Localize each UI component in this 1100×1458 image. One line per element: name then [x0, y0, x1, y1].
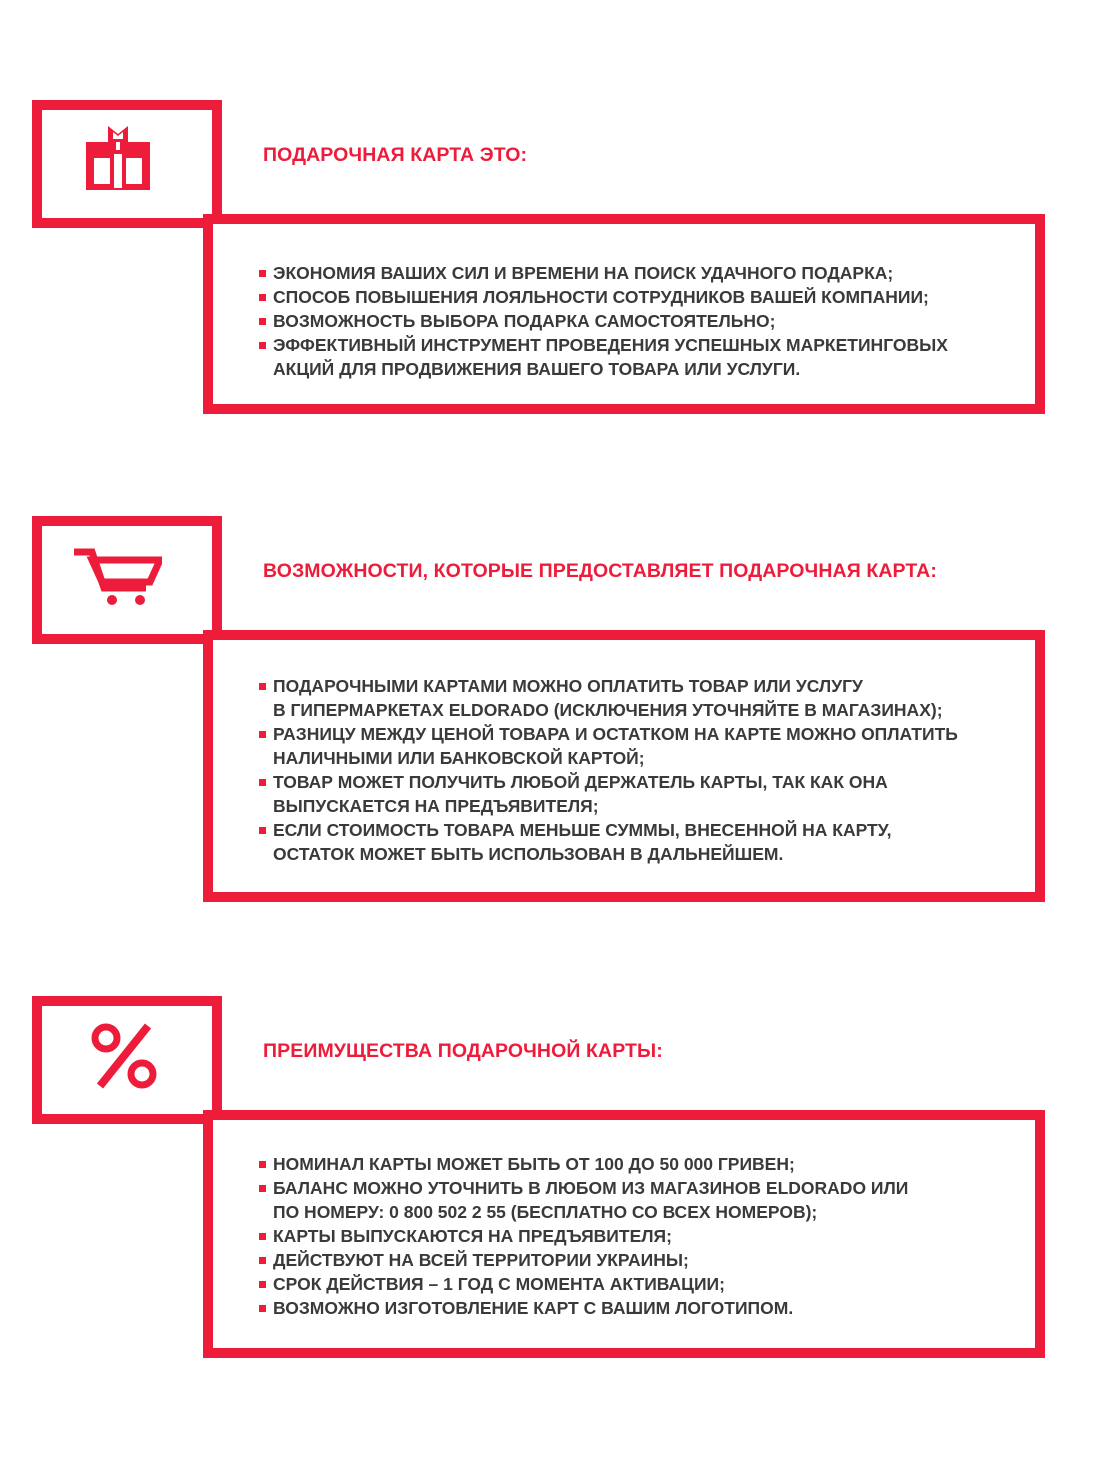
list-item: ЕСЛИ СТОИМОСТЬ ТОВАРА МЕНЬШЕ СУММЫ, ВНЕСЕННОЙ НА КАРТУ, ОСТАТОК МОЖЕТ БЫТЬ ИСПОЛЬЗОВАН В ДАЛЬНЕЙШЕМ. — [259, 818, 958, 866]
list-item: КАРТЫ ВЫПУСКАЮТСЯ НА ПРЕДЪЯВИТЕЛЯ; — [259, 1224, 908, 1248]
list-item: ЭФФЕКТИВНЫЙ ИНСТРУМЕНТ ПРОВЕДЕНИЯ УСПЕШНЫХ МАРКЕТИНГОВЫХ АКЦИЙ ДЛЯ ПРОДВИЖЕНИЯ ВАШЕГО ТОВАРА ИЛИ УСЛУГИ. — [259, 333, 948, 381]
content-frame — [203, 630, 1045, 902]
list-item: НОМИНАЛ КАРТЫ МОЖЕТ БЫТЬ ОТ 100 ДО 50 000 ГРИВЕН; — [259, 1152, 908, 1176]
bullet-list — [259, 261, 948, 381]
shopping-cart-icon — [72, 544, 162, 610]
gift-icon — [82, 124, 154, 190]
list-item: ВОЗМОЖНОСТЬ ВЫБОРА ПОДАРКА САМОСТОЯТЕЛЬНО; — [259, 309, 948, 333]
list-item: ВОЗМОЖНО ИЗГОТОВЛЕНИЕ КАРТ С ВАШИМ ЛОГОТИПОМ. — [259, 1296, 908, 1320]
bullet-list — [259, 674, 958, 866]
bullet-list — [259, 1152, 908, 1320]
content-frame — [203, 1110, 1045, 1358]
icon-frame — [32, 100, 222, 228]
list-item: ТОВАР МОЖЕТ ПОЛУЧИТЬ ЛЮБОЙ ДЕРЖАТЕЛЬ КАРТЫ, ТАК КАК ОНА ВЫПУСКАЕТСЯ НА ПРЕДЪЯВИТЕЛЯ; — [259, 770, 958, 818]
list-item: СРОК ДЕЙСТВИЯ – 1 ГОД С МОМЕНТА АКТИВАЦИИ; — [259, 1272, 908, 1296]
section-heading: ПОДАРОЧНАЯ КАРТА ЭТО: — [263, 144, 528, 166]
section-heading: ВОЗМОЖНОСТИ, КОТОРЫЕ ПРЕДОСТАВЛЯЕТ ПОДАРОЧНАЯ КАРТА: — [263, 560, 937, 582]
content-frame — [203, 214, 1045, 414]
percent-icon — [86, 1020, 166, 1092]
list-item: СПОСОБ ПОВЫШЕНИЯ ЛОЯЛЬНОСТИ СОТРУДНИКОВ ВАШЕЙ КОМПАНИИ; — [259, 285, 948, 309]
list-item: РАЗНИЦУ МЕЖДУ ЦЕНОЙ ТОВАРА И ОСТАТКОМ НА КАРТЕ МОЖНО ОПЛАТИТЬ НАЛИЧНЫМИ ИЛИ БАНКОВСКОЙ КАРТОЙ; — [259, 722, 958, 770]
list-item: ДЕЙСТВУЮТ НА ВСЕЙ ТЕРРИТОРИИ УКРАИНЫ; — [259, 1248, 908, 1272]
list-item: ПОДАРОЧНЫМИ КАРТАМИ МОЖНО ОПЛАТИТЬ ТОВАР ИЛИ УСЛУГУ В ГИПЕРМАРКЕТАХ ELDORADO (ИСКЛЮЧЕНИЯ УТОЧНЯЙТЕ В МАГАЗИНАХ); — [259, 674, 958, 722]
section-heading: ПРЕИМУЩЕСТВА ПОДАРОЧНОЙ КАРТЫ: — [263, 1040, 663, 1062]
icon-frame — [32, 996, 222, 1124]
list-item: БАЛАНС МОЖНО УТОЧНИТЬ В ЛЮБОМ ИЗ МАГАЗИНОВ ELDORADO ИЛИ ПО НОМЕРУ: 0 800 502 2 55 (БЕСПЛАТНО СО ВСЕХ НОМЕРОВ); — [259, 1176, 908, 1224]
icon-frame — [32, 516, 222, 644]
list-item: ЭКОНОМИЯ ВАШИХ СИЛ И ВРЕМЕНИ НА ПОИСК УДАЧНОГО ПОДАРКА; — [259, 261, 948, 285]
